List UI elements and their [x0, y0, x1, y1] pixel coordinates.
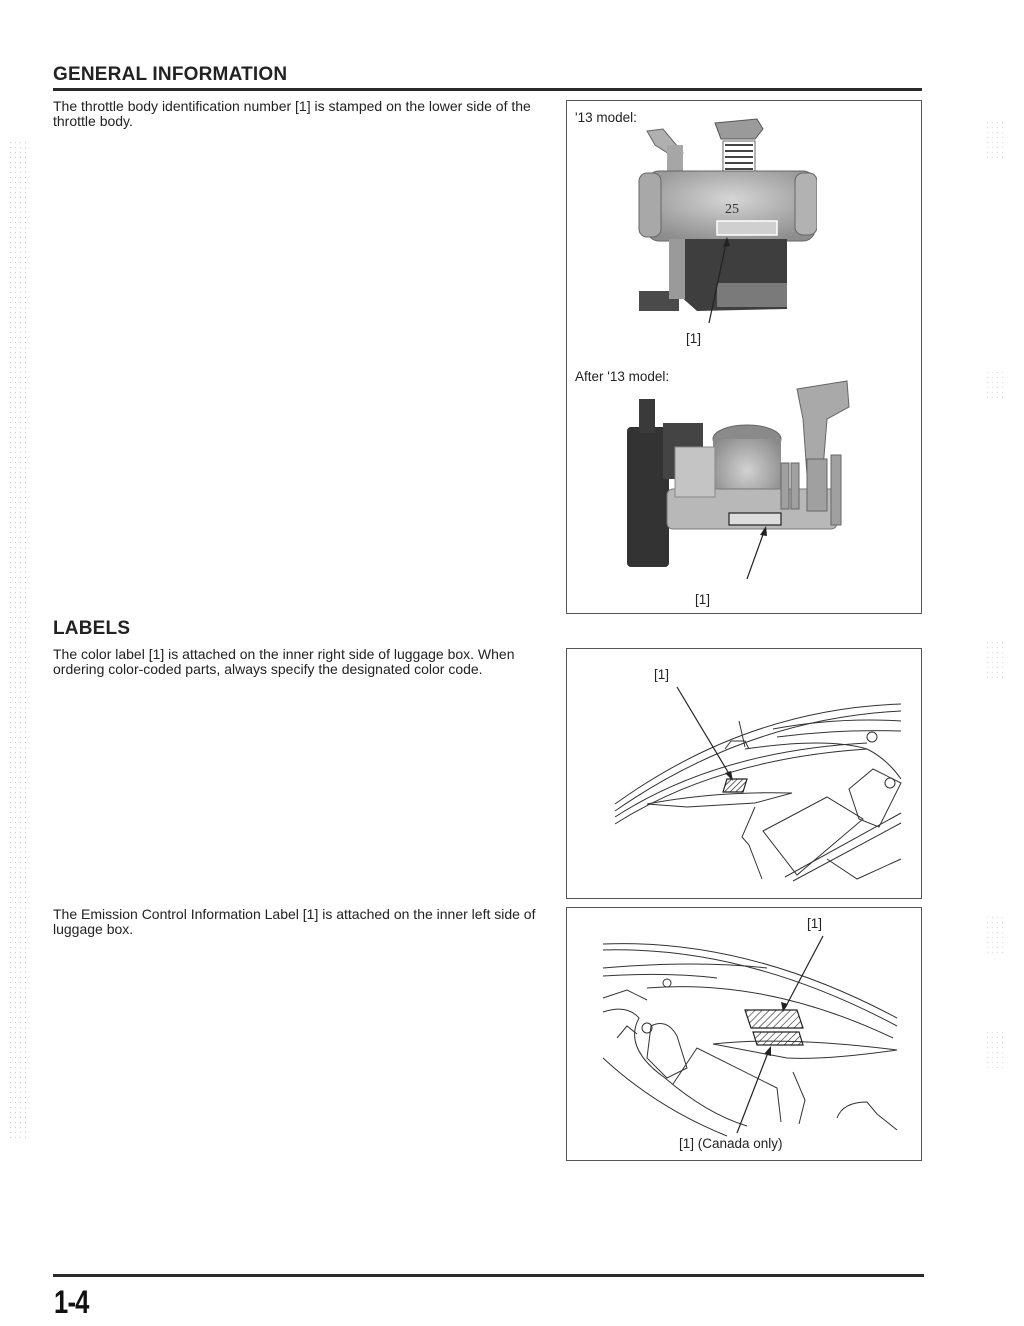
scan-noise-right [985, 120, 1007, 160]
figure-caption-13-model: '13 model: [575, 110, 637, 125]
emission-label-figure [566, 907, 922, 1161]
luggage-box-right-drawing [567, 649, 923, 900]
callout-1-color-label: [1] [654, 667, 670, 682]
throttle-body-13-model-image [637, 115, 817, 325]
scan-noise-right [985, 640, 1007, 680]
callout-1-canada-only: [1] (Canada only) [679, 1136, 783, 1151]
scan-noise-left [8, 140, 26, 1140]
scan-noise-right [985, 370, 1007, 400]
stamp-number: 25 [725, 202, 739, 217]
page-title: GENERAL INFORMATION [53, 64, 288, 85]
emission-label-paragraph: The Emission Control Information Label [1] is attached on the inner left side of luggage box. [53, 906, 536, 937]
labels-section-title: LABELS [53, 618, 131, 639]
scan-noise-right [985, 1030, 1007, 1070]
page-number: 1-4 [54, 1284, 89, 1320]
throttle-body-figure [566, 100, 922, 614]
luggage-box-left-drawing [567, 908, 923, 1162]
callout-1-after-13-model: [1] [695, 592, 711, 607]
throttle-body-after-13-model-image [627, 379, 867, 579]
color-label-figure [566, 648, 922, 899]
callout-1-13-model: [1] [686, 331, 702, 346]
color-label-paragraph: The color label [1] is attached on the inner right side of luggage box. When ordering color-coded parts, always specify the designated color code. [53, 646, 515, 677]
figure-caption-after-13-model: After '13 model: [575, 369, 670, 384]
throttle-body-paragraph: The throttle body identification number [1] is stamped on the lower side of the throttle body. [53, 98, 531, 129]
header-rule [53, 88, 922, 91]
callout-1-emission-label: [1] [807, 916, 823, 931]
footer-rule [53, 1274, 924, 1277]
scan-noise-right [985, 915, 1007, 955]
